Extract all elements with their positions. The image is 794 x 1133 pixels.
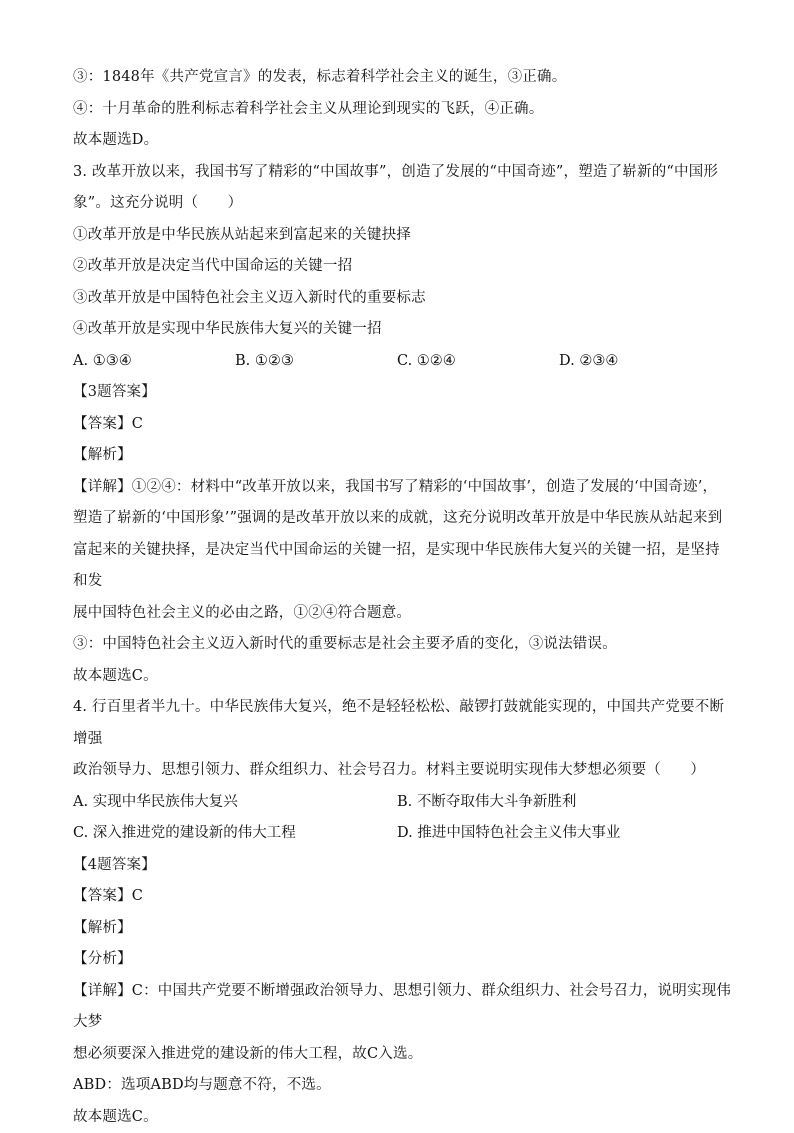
q3-detail-line3: 富起来的关键抉择，是决定当代中国命运的关键一招，是实现中华民族伟大复兴的关键一招，是坚持和发 <box>73 535 733 598</box>
q4-answer-header: 【4题答案】 <box>73 850 733 882</box>
q4-option-b: B. 不断夺取伟大斗争新胜利 <box>397 787 721 819</box>
q4-answer: 【答案】C <box>73 881 733 913</box>
q3-detail-line4: 展中国特色社会主义的必由之路，①②④符合题意。 <box>73 598 733 630</box>
q4-options-row2 <box>73 818 733 850</box>
q4-detail-line3: ABD：选项ABD均与题意不符，不选。 <box>73 1070 733 1102</box>
document-page <box>73 62 733 1133</box>
q4-detail-line2: 想必须要深入推进党的建设新的伟大工程，故C入选。 <box>73 1039 733 1071</box>
q3-option-a: A. ①③④ <box>73 346 235 378</box>
q3-statement-4: ④改革开放是实现中华民族伟大复兴的关键一招 <box>73 314 733 346</box>
q3-statement-1: ①改革开放是中华民族从站起来到富起来的关键抉择 <box>73 220 733 252</box>
q4-option-a: A. 实现中华民族伟大复兴 <box>73 787 397 819</box>
q3-statement-3: ③改革开放是中国特色社会主义迈入新时代的重要标志 <box>73 283 733 315</box>
q3-options <box>73 346 733 378</box>
q3-detail-line1: 【详解】①②④：材料中“改革开放以来，我国书写了精彩的‘中国故事’，创造了发展的‘中国奇迹’， <box>73 472 733 504</box>
q2-item3-text: ③：1848年《共产党宣言》的发表，标志着科学社会主义的诞生，③正确。 <box>73 62 733 94</box>
q4-option-d: D. 推进中国特色社会主义伟大事业 <box>397 818 721 850</box>
q3-option-d: D. ②③④ <box>559 346 721 378</box>
q2-conclusion: 故本题选D。 <box>73 125 733 157</box>
q3-option-c: C. ①②④ <box>397 346 559 378</box>
q4-fenxi-label: 【分析】 <box>73 944 733 976</box>
q3-answer-header: 【3题答案】 <box>73 377 733 409</box>
q3-conclusion: 故本题选C。 <box>73 661 733 693</box>
q3-stem-line2: 象”。这充分说明（ ） <box>73 188 733 220</box>
q2-item4-text: ④：十月革命的胜利标志着科学社会主义从理论到现实的飞跃，④正确。 <box>73 94 733 126</box>
q4-conclusion: 故本题选C。 <box>73 1102 733 1133</box>
q3-option-b: B. ①②③ <box>235 346 397 378</box>
q4-stem-line1: 4. 行百里者半九十。中华民族伟大复兴，绝不是轻轻松松、敲锣打鼓就能实现的，中国共产党要不断增强 <box>73 692 733 755</box>
q3-stem-line1: 3. 改革开放以来，我国书写了精彩的“中国故事”，创造了发展的“中国奇迹”，塑造了崭新的“中国形 <box>73 157 733 189</box>
q3-detail-line2: 塑造了崭新的‘中国形象’”强调的是改革开放以来的成就，这充分说明改革开放是中华民族从站起来到 <box>73 503 733 535</box>
q3-answer: 【答案】C <box>73 409 733 441</box>
q4-option-c: C. 深入推进党的建设新的伟大工程 <box>73 818 397 850</box>
q3-statement-2: ②改革开放是决定当代中国命运的关键一招 <box>73 251 733 283</box>
q3-detail-line5: ③：中国特色社会主义迈入新时代的重要标志是社会主要矛盾的变化，③说法错误。 <box>73 629 733 661</box>
q4-options-row1 <box>73 787 733 819</box>
q4-analysis-label: 【解析】 <box>73 913 733 945</box>
q3-analysis-label: 【解析】 <box>73 440 733 472</box>
q4-detail-line1: 【详解】C：中国共产党要不断增强政治领导力、思想引领力、群众组织力、社会号召力，说明实现伟大梦 <box>73 976 733 1039</box>
q4-stem-line2: 政治领导力、思想引领力、群众组织力、社会号召力。材料主要说明实现伟大梦想必须要（ ） <box>73 755 733 787</box>
